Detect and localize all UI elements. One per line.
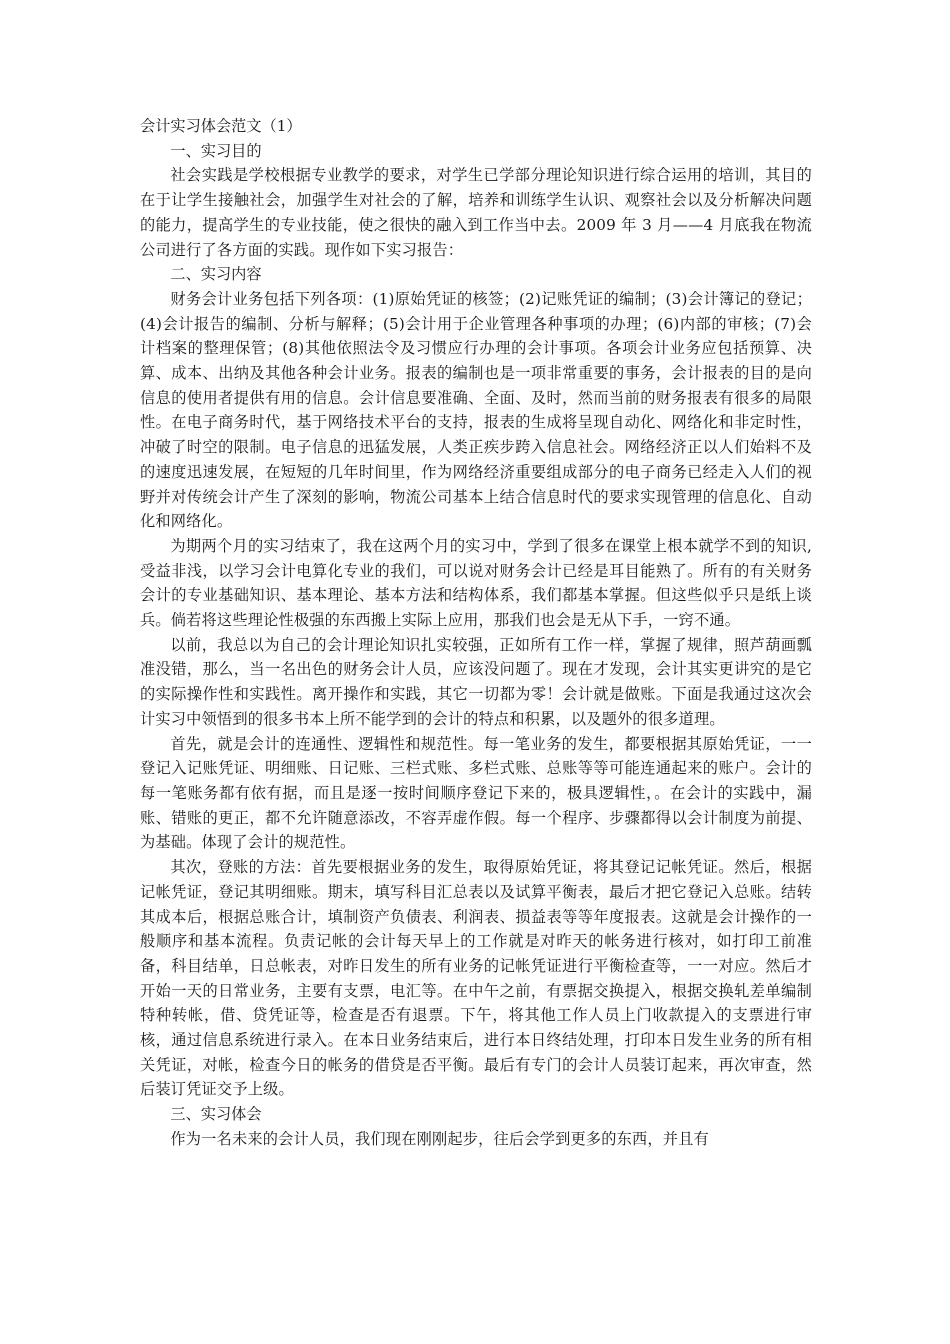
paragraph: 社会实践是学校根据专业教学的要求，对学生已学部分理论知识进行综合运用的培训，其目的在于让学生接触社会，加强学生对社会的了解，培养和训练学生认识、观察社会以及分析解决问题的能力，提高学生的专业技能，使之很快的融入到工作当中去。2009 年 3 月——4 月底我在物流公司进行了各方面的实践。现作如下实习报告： <box>140 166 812 259</box>
section-heading-purpose: 一、实习目的 <box>170 141 262 160</box>
paragraph: 财务会计业务包括下列各项：(1)原始凭证的核签；(2)记账凭证的编制；(3)会计簿记的登记；(4)会计报告的编制、分析与解释；(5)会计用于企业管理各种事项的办理；(6)内部的审核；(7)会计档案的整理保管；(8)其他依照法令及习惯应行办理的会计事项。各项会计业务应包括预算、决算、成本、出纳及其他各种会计业务。报表的编制也是一项非常重要的事务，会计报表的目的是向信息的使用者提供有用的信息。会计信息要准确、全面、及时，然而当前的财务报表有很多的局限性。在电子商务时代，基于网络技术平台的支持，报表的生成将呈现自动化、网络化和非定时性，冲破了时空的限制。电子信息的迅猛发展，人类正疾步跨入信息社会。网络经济正以人们始料不及的速度迅速发展，在短短的几年时间里，作为网络经济重要组成部分的电子商务已经走入人们的视野并对传统会计产生了深刻的影响，物流公司基本上结合信息时代的要求实现管理的信息化、自动化和网络化。 <box>140 289 812 531</box>
section-heading-content: 二、实习内容 <box>170 265 262 284</box>
section-heading-reflection: 三、实习体会 <box>170 1105 262 1124</box>
paragraph: 其次，登账的方法：首先要根据业务的发生，取得原始凭证，将其登记记帐凭证。然后，根据记帐凭证，登记其明细账。期末，填写科目汇总表以及试算平衡表，最后才把它登记入总账。结转其成本后，根据总账合计，填制资产负债表、利润表、损益表等等年度报表。这就是会计操作的一般顺序和基本流程。负责记帐的会计每天早上的工作就是对昨天的帐务进行核对，如打印工前准备，科目结单，日总帐表，对昨日发生的所有业务的记帐凭证进行平衡检查等，一一对应。然后才开始一天的日常业务，主要有支票，电汇等。在中午之前，有票据交换提入，根据交换轧差单编制特种转帐，借、贷凭证等，检查是否有退票。下午，将其他工作人员上门收款提入的支票进行审核，通过信息系统进行录入。在本日业务结束后，进行本日终结处理，打印本日发生业务的所有相关凭证，对帐，检查今日的帐务的借贷是否平衡。最后有专门的会计人员装订起来，再次审查，然后装订凭证交予上级。 <box>140 858 812 1099</box>
paragraph: 作为一名未来的会计人员，我们现在刚刚起步，往后会学到更多的东西，并且有 <box>170 1129 709 1148</box>
document-page <box>140 114 812 1152</box>
paragraph: 为期两个月的实习结束了，我在这两个月的实习中，学到了很多在课堂上根本就学不到的知识,受益非浅，以学习会计电算化专业的我们，可以说对财务会计已经是耳目能熟了。所有的有关财务会计的专业基础知识、基本理论、基本方法和结构体系，我们都基本掌握。但这些似乎只是纸上谈兵。倘若将这些理论性极强的东西搬上实际上应用，那我们也会是无从下手，一窍不通。 <box>140 536 812 630</box>
document-title: 会计实习体会范文（1） <box>140 117 302 135</box>
paragraph: 首先，就是会计的连通性、逻辑性和规范性。每一笔业务的发生，都要根据其原始凭证，一一登记入记账凭证、明细账、日记账、三栏式账、多栏式账、总账等等可能连通起来的账户。会计的每一笔账务都有依有据，而且是逐一按时间顺序登记下来的，极具逻辑性，。在会计的实践中，漏账、错账的更正，都不允许随意添改，不容弄虚作假。每一个程序、步骤都得以会计制度为前提、为基础。体现了会计的规范性。 <box>140 734 812 852</box>
paragraph: 以前，我总以为自己的会计理论知识扎实较强，正如所有工作一样，掌握了规律，照芦葫画瓢准没错，那么，当一名出色的财务会计人员，应该没问题了。现在才发现，会计其实更讲究的是它的实际操作性和实践性。离开操作和实践，其它一切都为零！会计就是做账。下面是我通过这次会计实习中领悟到的很多书本上所不能学到的会计的特点和积累，以及题外的很多道理。 <box>140 635 812 728</box>
